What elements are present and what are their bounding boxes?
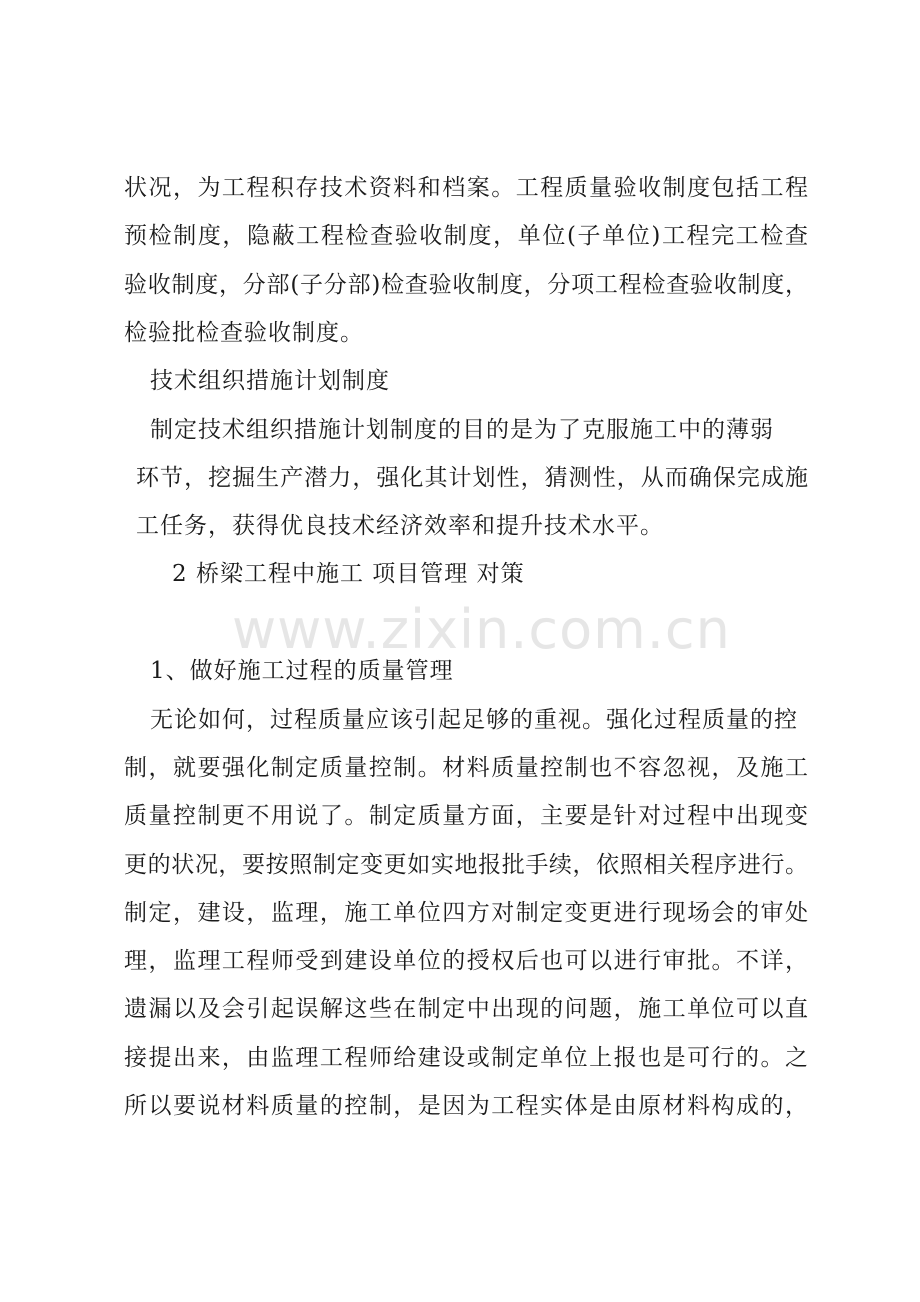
paragraph-line: 制定，建设，监理，施工单位四方对制定变更进行现场会的审处 bbox=[124, 900, 808, 926]
paragraph-line: 理，监理工程师受到建设单位的授权后也可以进行审批。不详， bbox=[124, 948, 808, 974]
paragraph-line: 环节，挖掘生产潜力，强化其计划性，猜测性，从而确保完成施 bbox=[136, 465, 808, 491]
paragraph-line: 预检制度，隐蔽工程检查验收制度，单位(子单位)工程完工检查 bbox=[124, 223, 808, 249]
watermark: www.zixin.com.cn bbox=[232, 598, 731, 661]
paragraph-line: 所以要说材料质量的控制，是因为工程实体是由原材料构成的， bbox=[124, 1093, 808, 1119]
paragraph-line: 验收制度，分部(子分部)检查验收制度，分项工程检查验收制度， bbox=[124, 272, 808, 298]
paragraph-line: 制，就要强化制定质量控制。材料质量控制也不容忽视，及施工 bbox=[124, 755, 808, 781]
section-heading: 技术组织措施计划制度 bbox=[150, 368, 390, 394]
paragraph-line: 无论如何，过程质量应该引起足够的重视。强化过程质量的控 bbox=[150, 707, 798, 733]
section-heading: 2 桥梁工程中施工 项目管理 对策 bbox=[172, 561, 525, 587]
paragraph-line: 检验批检查验收制度。 bbox=[124, 320, 364, 346]
paragraph-line: 遗漏以及会引起误解这些在制定中出现的问题，施工单位可以直 bbox=[124, 996, 808, 1022]
paragraph-line: 质量控制更不用说了。制定质量方面，主要是针对过程中出现变 bbox=[124, 803, 808, 829]
paragraph-line: 状况，为工程积存技术资料和档案。工程质量验收制度包括工程 bbox=[124, 175, 808, 201]
paragraph-line: 更的状况，要按照制定变更如实地报批手续，依照相关程序进行。 bbox=[124, 852, 808, 878]
paragraph-line: 接提出来，由监理工程师给建设或制定单位上报也是可行的。之 bbox=[124, 1045, 808, 1071]
subsection-heading: 1、做好施工过程的质量管理 bbox=[150, 658, 454, 684]
paragraph-line: 制定技术组织措施计划制度的目的是为了克服施工中的薄弱 bbox=[150, 417, 774, 443]
paragraph-line: 工任务，获得优良技术经济效率和提升技术水平。 bbox=[136, 513, 664, 539]
